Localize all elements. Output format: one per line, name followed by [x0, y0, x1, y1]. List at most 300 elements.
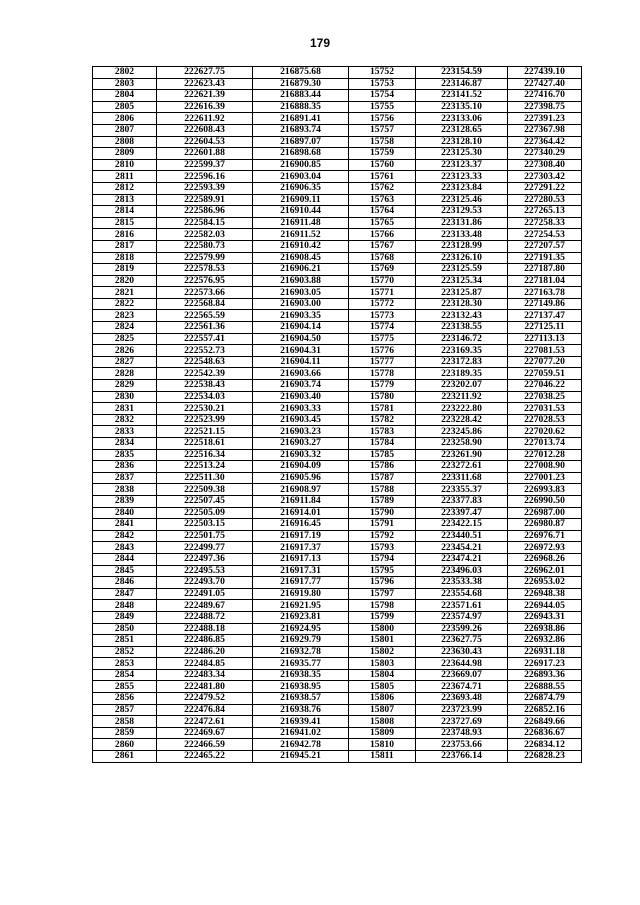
table-row [93, 113, 582, 125]
point-number-b-cell: 15781 [349, 403, 416, 415]
y-coordinate-a-cell: 216906.21 [253, 264, 349, 276]
table-row [93, 704, 582, 716]
x-coordinate-a-cell: 222552.73 [157, 345, 253, 357]
y-coordinate-b-cell: 226917.23 [508, 658, 582, 670]
y-coordinate-b-cell: 227125.11 [508, 322, 582, 334]
x-coordinate-a-cell: 222621.39 [157, 90, 253, 102]
point-number-a-cell: 2803 [93, 78, 157, 90]
point-number-a-cell: 2842 [93, 530, 157, 542]
x-coordinate-a-cell: 222497.36 [157, 553, 253, 565]
point-number-b-cell: 15785 [349, 449, 416, 461]
y-coordinate-b-cell: 226987.00 [508, 507, 582, 519]
point-number-b-cell: 15788 [349, 484, 416, 496]
y-coordinate-b-cell: 227038.25 [508, 391, 582, 403]
x-coordinate-a-cell: 222476.84 [157, 704, 253, 716]
x-coordinate-a-cell: 222573.66 [157, 287, 253, 299]
point-number-a-cell: 2847 [93, 588, 157, 600]
x-coordinate-a-cell: 222568.84 [157, 298, 253, 310]
table-row [93, 345, 582, 357]
x-coordinate-a-cell: 222538.43 [157, 380, 253, 392]
point-number-a-cell: 2812 [93, 182, 157, 194]
x-coordinate-b-cell: 223125.46 [416, 194, 508, 206]
x-coordinate-b-cell: 223727.69 [416, 716, 508, 728]
table-row [93, 553, 582, 565]
page-number: 179 [309, 36, 331, 50]
x-coordinate-a-cell: 222542.39 [157, 368, 253, 380]
point-number-a-cell: 2851 [93, 635, 157, 647]
x-coordinate-b-cell: 223128.65 [416, 124, 508, 136]
y-coordinate-b-cell: 226888.55 [508, 681, 582, 693]
y-coordinate-a-cell: 216903.88 [253, 275, 349, 287]
y-coordinate-a-cell: 216910.44 [253, 206, 349, 218]
y-coordinate-b-cell: 227340.29 [508, 148, 582, 160]
y-coordinate-a-cell: 216923.81 [253, 611, 349, 623]
point-number-b-cell: 15754 [349, 90, 416, 102]
x-coordinate-a-cell: 222593.39 [157, 182, 253, 194]
y-coordinate-a-cell: 216917.77 [253, 577, 349, 589]
y-coordinate-a-cell: 216935.77 [253, 658, 349, 670]
point-number-a-cell: 2859 [93, 727, 157, 739]
point-number-b-cell: 15806 [349, 693, 416, 705]
x-coordinate-a-cell: 222503.15 [157, 519, 253, 531]
y-coordinate-b-cell: 227291.22 [508, 182, 582, 194]
point-number-a-cell: 2861 [93, 751, 157, 763]
y-coordinate-b-cell: 226849.66 [508, 716, 582, 728]
x-coordinate-b-cell: 223211.92 [416, 391, 508, 403]
y-coordinate-a-cell: 216932.78 [253, 646, 349, 658]
point-number-a-cell: 2843 [93, 542, 157, 554]
y-coordinate-a-cell: 216898.68 [253, 148, 349, 160]
table-row [93, 240, 582, 252]
y-coordinate-b-cell: 227391.23 [508, 113, 582, 125]
x-coordinate-b-cell: 223146.87 [416, 78, 508, 90]
table-row [93, 600, 582, 612]
y-coordinate-b-cell: 227191.35 [508, 252, 582, 264]
table-row [93, 298, 582, 310]
x-coordinate-b-cell: 223123.33 [416, 171, 508, 183]
y-coordinate-a-cell: 216908.97 [253, 484, 349, 496]
point-number-b-cell: 15763 [349, 194, 416, 206]
x-coordinate-a-cell: 222488.18 [157, 623, 253, 635]
y-coordinate-a-cell: 216917.31 [253, 565, 349, 577]
y-coordinate-a-cell: 216891.41 [253, 113, 349, 125]
y-coordinate-b-cell: 226990.50 [508, 495, 582, 507]
table-row [93, 90, 582, 102]
point-number-a-cell: 2818 [93, 252, 157, 264]
x-coordinate-a-cell: 222466.59 [157, 739, 253, 751]
point-number-a-cell: 2826 [93, 345, 157, 357]
table-row [93, 217, 582, 229]
table-row [93, 368, 582, 380]
point-number-b-cell: 15775 [349, 333, 416, 345]
x-coordinate-b-cell: 223202.07 [416, 380, 508, 392]
x-coordinate-a-cell: 222586.96 [157, 206, 253, 218]
x-coordinate-b-cell: 223397.47 [416, 507, 508, 519]
x-coordinate-a-cell: 222501.75 [157, 530, 253, 542]
x-coordinate-b-cell: 223123.37 [416, 159, 508, 171]
table-row [93, 356, 582, 368]
point-number-a-cell: 2837 [93, 472, 157, 484]
y-coordinate-a-cell: 216903.33 [253, 403, 349, 415]
y-coordinate-b-cell: 227416.70 [508, 90, 582, 102]
y-coordinate-a-cell: 216939.41 [253, 716, 349, 728]
point-number-a-cell: 2836 [93, 461, 157, 473]
x-coordinate-a-cell: 222499.77 [157, 542, 253, 554]
y-coordinate-a-cell: 216929.79 [253, 635, 349, 647]
table-row [93, 669, 582, 681]
x-coordinate-b-cell: 223748.93 [416, 727, 508, 739]
point-number-b-cell: 15809 [349, 727, 416, 739]
table-row [93, 310, 582, 322]
x-coordinate-b-cell: 223228.42 [416, 414, 508, 426]
point-number-b-cell: 15797 [349, 588, 416, 600]
point-number-b-cell: 15768 [349, 252, 416, 264]
point-number-b-cell: 15753 [349, 78, 416, 90]
x-coordinate-b-cell: 223261.90 [416, 449, 508, 461]
x-coordinate-a-cell: 222530.21 [157, 403, 253, 415]
y-coordinate-b-cell: 227163.78 [508, 287, 582, 299]
point-number-a-cell: 2821 [93, 287, 157, 299]
point-number-b-cell: 15795 [349, 565, 416, 577]
point-number-a-cell: 2852 [93, 646, 157, 658]
y-coordinate-a-cell: 216904.31 [253, 345, 349, 357]
point-number-a-cell: 2839 [93, 495, 157, 507]
x-coordinate-b-cell: 223128.99 [416, 240, 508, 252]
x-coordinate-a-cell: 222582.03 [157, 229, 253, 241]
y-coordinate-b-cell: 226852.16 [508, 704, 582, 716]
x-coordinate-a-cell: 222465.22 [157, 751, 253, 763]
point-number-a-cell: 2857 [93, 704, 157, 716]
point-number-a-cell: 2827 [93, 356, 157, 368]
y-coordinate-b-cell: 227439.10 [508, 67, 582, 79]
table-row [93, 658, 582, 670]
x-coordinate-b-cell: 223454.21 [416, 542, 508, 554]
point-number-b-cell: 15784 [349, 438, 416, 450]
table-row [93, 229, 582, 241]
x-coordinate-a-cell: 222489.67 [157, 600, 253, 612]
point-number-b-cell: 15791 [349, 519, 416, 531]
table-row [93, 438, 582, 450]
x-coordinate-b-cell: 223123.84 [416, 182, 508, 194]
y-coordinate-b-cell: 226980.87 [508, 519, 582, 531]
y-coordinate-b-cell: 227207.57 [508, 240, 582, 252]
x-coordinate-a-cell: 222627.75 [157, 67, 253, 79]
y-coordinate-a-cell: 216924.95 [253, 623, 349, 635]
x-coordinate-b-cell: 223131.86 [416, 217, 508, 229]
table-row [93, 623, 582, 635]
y-coordinate-a-cell: 216945.21 [253, 751, 349, 763]
point-number-a-cell: 2810 [93, 159, 157, 171]
y-coordinate-a-cell: 216921.95 [253, 600, 349, 612]
point-number-a-cell: 2817 [93, 240, 157, 252]
y-coordinate-a-cell: 216917.19 [253, 530, 349, 542]
x-coordinate-a-cell: 222521.15 [157, 426, 253, 438]
x-coordinate-a-cell: 222486.85 [157, 635, 253, 647]
x-coordinate-a-cell: 222472.61 [157, 716, 253, 728]
x-coordinate-a-cell: 222516.34 [157, 449, 253, 461]
x-coordinate-a-cell: 222589.91 [157, 194, 253, 206]
point-number-a-cell: 2807 [93, 124, 157, 136]
point-number-a-cell: 2824 [93, 322, 157, 334]
y-coordinate-a-cell: 216897.07 [253, 136, 349, 148]
x-coordinate-b-cell: 223128.30 [416, 298, 508, 310]
point-number-b-cell: 15796 [349, 577, 416, 589]
point-number-b-cell: 15807 [349, 704, 416, 716]
point-number-a-cell: 2856 [93, 693, 157, 705]
y-coordinate-a-cell: 216883.44 [253, 90, 349, 102]
point-number-b-cell: 15799 [349, 611, 416, 623]
x-coordinate-b-cell: 223172.83 [416, 356, 508, 368]
x-coordinate-b-cell: 223126.10 [416, 252, 508, 264]
table-row [93, 751, 582, 763]
x-coordinate-b-cell: 223571.61 [416, 600, 508, 612]
y-coordinate-b-cell: 226962.01 [508, 565, 582, 577]
y-coordinate-a-cell: 216903.27 [253, 438, 349, 450]
point-number-a-cell: 2822 [93, 298, 157, 310]
y-coordinate-a-cell: 216917.37 [253, 542, 349, 554]
x-coordinate-b-cell: 223222.80 [416, 403, 508, 415]
point-number-b-cell: 15762 [349, 182, 416, 194]
x-coordinate-b-cell: 223766.14 [416, 751, 508, 763]
x-coordinate-b-cell: 223422.15 [416, 519, 508, 531]
y-coordinate-a-cell: 216911.52 [253, 229, 349, 241]
y-coordinate-b-cell: 226972.93 [508, 542, 582, 554]
x-coordinate-a-cell: 222601.88 [157, 148, 253, 160]
y-coordinate-a-cell: 216875.68 [253, 67, 349, 79]
point-number-a-cell: 2844 [93, 553, 157, 565]
point-number-b-cell: 15779 [349, 380, 416, 392]
point-number-b-cell: 15755 [349, 101, 416, 113]
point-number-b-cell: 15786 [349, 461, 416, 473]
table-row [93, 171, 582, 183]
y-coordinate-a-cell: 216903.45 [253, 414, 349, 426]
y-coordinate-b-cell: 226938.86 [508, 623, 582, 635]
y-coordinate-a-cell: 216903.40 [253, 391, 349, 403]
x-coordinate-b-cell: 223674.71 [416, 681, 508, 693]
x-coordinate-a-cell: 222608.43 [157, 124, 253, 136]
y-coordinate-b-cell: 226976.71 [508, 530, 582, 542]
point-number-a-cell: 2848 [93, 600, 157, 612]
point-number-a-cell: 2846 [93, 577, 157, 589]
point-number-a-cell: 2815 [93, 217, 157, 229]
x-coordinate-b-cell: 223753.66 [416, 739, 508, 751]
point-number-a-cell: 2802 [93, 67, 157, 79]
table-row [93, 78, 582, 90]
x-coordinate-a-cell: 222561.36 [157, 322, 253, 334]
x-coordinate-a-cell: 222493.70 [157, 577, 253, 589]
y-coordinate-a-cell: 216938.35 [253, 669, 349, 681]
y-coordinate-b-cell: 227008.90 [508, 461, 582, 473]
point-number-b-cell: 15777 [349, 356, 416, 368]
y-coordinate-a-cell: 216938.57 [253, 693, 349, 705]
x-coordinate-b-cell: 223129.53 [416, 206, 508, 218]
y-coordinate-a-cell: 216906.35 [253, 182, 349, 194]
y-coordinate-b-cell: 226893.36 [508, 669, 582, 681]
y-coordinate-b-cell: 227020.62 [508, 426, 582, 438]
point-number-a-cell: 2853 [93, 658, 157, 670]
y-coordinate-a-cell: 216904.09 [253, 461, 349, 473]
table-row [93, 124, 582, 136]
y-coordinate-a-cell: 216900.85 [253, 159, 349, 171]
y-coordinate-b-cell: 227013.74 [508, 438, 582, 450]
x-coordinate-b-cell: 223723.99 [416, 704, 508, 716]
point-number-a-cell: 2832 [93, 414, 157, 426]
x-coordinate-b-cell: 223440.51 [416, 530, 508, 542]
y-coordinate-a-cell: 216914.01 [253, 507, 349, 519]
point-number-b-cell: 15772 [349, 298, 416, 310]
x-coordinate-a-cell: 222484.85 [157, 658, 253, 670]
point-number-a-cell: 2805 [93, 101, 157, 113]
point-number-a-cell: 2858 [93, 716, 157, 728]
table-row [93, 275, 582, 287]
x-coordinate-b-cell: 223474.21 [416, 553, 508, 565]
y-coordinate-a-cell: 216916.45 [253, 519, 349, 531]
y-coordinate-b-cell: 227137.47 [508, 310, 582, 322]
x-coordinate-b-cell: 223125.87 [416, 287, 508, 299]
y-coordinate-b-cell: 227364.42 [508, 136, 582, 148]
x-coordinate-a-cell: 222518.61 [157, 438, 253, 450]
x-coordinate-b-cell: 223154.59 [416, 67, 508, 79]
y-coordinate-b-cell: 227367.98 [508, 124, 582, 136]
table-row [93, 206, 582, 218]
y-coordinate-b-cell: 227280.53 [508, 194, 582, 206]
x-coordinate-b-cell: 223125.34 [416, 275, 508, 287]
y-coordinate-b-cell: 226834.12 [508, 739, 582, 751]
x-coordinate-b-cell: 223125.30 [416, 148, 508, 160]
x-coordinate-a-cell: 222488.72 [157, 611, 253, 623]
point-number-a-cell: 2860 [93, 739, 157, 751]
table-row [93, 542, 582, 554]
point-number-a-cell: 2820 [93, 275, 157, 287]
x-coordinate-a-cell: 222565.59 [157, 310, 253, 322]
point-number-b-cell: 15803 [349, 658, 416, 670]
y-coordinate-a-cell: 216905.96 [253, 472, 349, 484]
table-row [93, 588, 582, 600]
table-row [93, 391, 582, 403]
x-coordinate-a-cell: 222511.30 [157, 472, 253, 484]
y-coordinate-a-cell: 216904.50 [253, 333, 349, 345]
table-row [93, 727, 582, 739]
y-coordinate-a-cell: 216904.14 [253, 322, 349, 334]
x-coordinate-b-cell: 223574.97 [416, 611, 508, 623]
point-number-a-cell: 2834 [93, 438, 157, 450]
table-row [93, 159, 582, 171]
y-coordinate-a-cell: 216888.35 [253, 101, 349, 113]
point-number-b-cell: 15790 [349, 507, 416, 519]
x-coordinate-b-cell: 223644.98 [416, 658, 508, 670]
x-coordinate-a-cell: 222534.03 [157, 391, 253, 403]
point-number-b-cell: 15758 [349, 136, 416, 148]
point-number-b-cell: 15808 [349, 716, 416, 728]
y-coordinate-a-cell: 216938.95 [253, 681, 349, 693]
table-row [93, 287, 582, 299]
x-coordinate-a-cell: 222611.92 [157, 113, 253, 125]
x-coordinate-a-cell: 222557.41 [157, 333, 253, 345]
x-coordinate-b-cell: 223132.43 [416, 310, 508, 322]
x-coordinate-b-cell: 223599.26 [416, 623, 508, 635]
table-row [93, 322, 582, 334]
x-coordinate-b-cell: 223146.72 [416, 333, 508, 345]
y-coordinate-b-cell: 226828.23 [508, 751, 582, 763]
table-row [93, 472, 582, 484]
point-number-b-cell: 15760 [349, 159, 416, 171]
y-coordinate-a-cell: 216903.35 [253, 310, 349, 322]
y-coordinate-b-cell: 226948.38 [508, 588, 582, 600]
point-number-b-cell: 15756 [349, 113, 416, 125]
y-coordinate-b-cell: 227028.53 [508, 414, 582, 426]
table-row [93, 716, 582, 728]
x-coordinate-a-cell: 222491.05 [157, 588, 253, 600]
table-row [93, 67, 582, 79]
y-coordinate-a-cell: 216903.23 [253, 426, 349, 438]
y-coordinate-b-cell: 227265.13 [508, 206, 582, 218]
y-coordinate-a-cell: 216942.78 [253, 739, 349, 751]
x-coordinate-a-cell: 222580.73 [157, 240, 253, 252]
x-coordinate-a-cell: 222509.38 [157, 484, 253, 496]
x-coordinate-b-cell: 223189.35 [416, 368, 508, 380]
y-coordinate-b-cell: 227308.40 [508, 159, 582, 171]
point-number-a-cell: 2811 [93, 171, 157, 183]
y-coordinate-b-cell: 227149.86 [508, 298, 582, 310]
x-coordinate-b-cell: 223245.86 [416, 426, 508, 438]
point-number-b-cell: 15780 [349, 391, 416, 403]
y-coordinate-b-cell: 227254.53 [508, 229, 582, 241]
point-number-a-cell: 2845 [93, 565, 157, 577]
x-coordinate-b-cell: 223355.37 [416, 484, 508, 496]
y-coordinate-b-cell: 226931.18 [508, 646, 582, 658]
y-coordinate-b-cell: 227046.22 [508, 380, 582, 392]
y-coordinate-a-cell: 216879.30 [253, 78, 349, 90]
point-number-b-cell: 15810 [349, 739, 416, 751]
point-number-b-cell: 15782 [349, 414, 416, 426]
point-number-a-cell: 2806 [93, 113, 157, 125]
point-number-b-cell: 15804 [349, 669, 416, 681]
x-coordinate-a-cell: 222481.80 [157, 681, 253, 693]
point-number-a-cell: 2841 [93, 519, 157, 531]
point-number-b-cell: 15798 [349, 600, 416, 612]
x-coordinate-b-cell: 223311.68 [416, 472, 508, 484]
x-coordinate-b-cell: 223669.07 [416, 669, 508, 681]
point-number-b-cell: 15801 [349, 635, 416, 647]
table-row [93, 565, 582, 577]
coordinates-table-body [93, 67, 582, 763]
y-coordinate-a-cell: 216941.02 [253, 727, 349, 739]
y-coordinate-b-cell: 226836.67 [508, 727, 582, 739]
x-coordinate-b-cell: 223533.38 [416, 577, 508, 589]
point-number-a-cell: 2823 [93, 310, 157, 322]
x-coordinate-b-cell: 223135.10 [416, 101, 508, 113]
x-coordinate-a-cell: 222584.15 [157, 217, 253, 229]
point-number-b-cell: 15771 [349, 287, 416, 299]
point-number-a-cell: 2825 [93, 333, 157, 345]
table-row [93, 693, 582, 705]
table-row [93, 252, 582, 264]
point-number-a-cell: 2828 [93, 368, 157, 380]
point-number-a-cell: 2833 [93, 426, 157, 438]
y-coordinate-a-cell: 216909.11 [253, 194, 349, 206]
point-number-b-cell: 15793 [349, 542, 416, 554]
table-row [93, 530, 582, 542]
table-row [93, 403, 582, 415]
point-number-b-cell: 15770 [349, 275, 416, 287]
point-number-b-cell: 15765 [349, 217, 416, 229]
y-coordinate-b-cell: 227181.04 [508, 275, 582, 287]
table-row [93, 577, 582, 589]
y-coordinate-a-cell: 216917.13 [253, 553, 349, 565]
table-row [93, 333, 582, 345]
x-coordinate-b-cell: 223258.90 [416, 438, 508, 450]
point-number-b-cell: 15783 [349, 426, 416, 438]
